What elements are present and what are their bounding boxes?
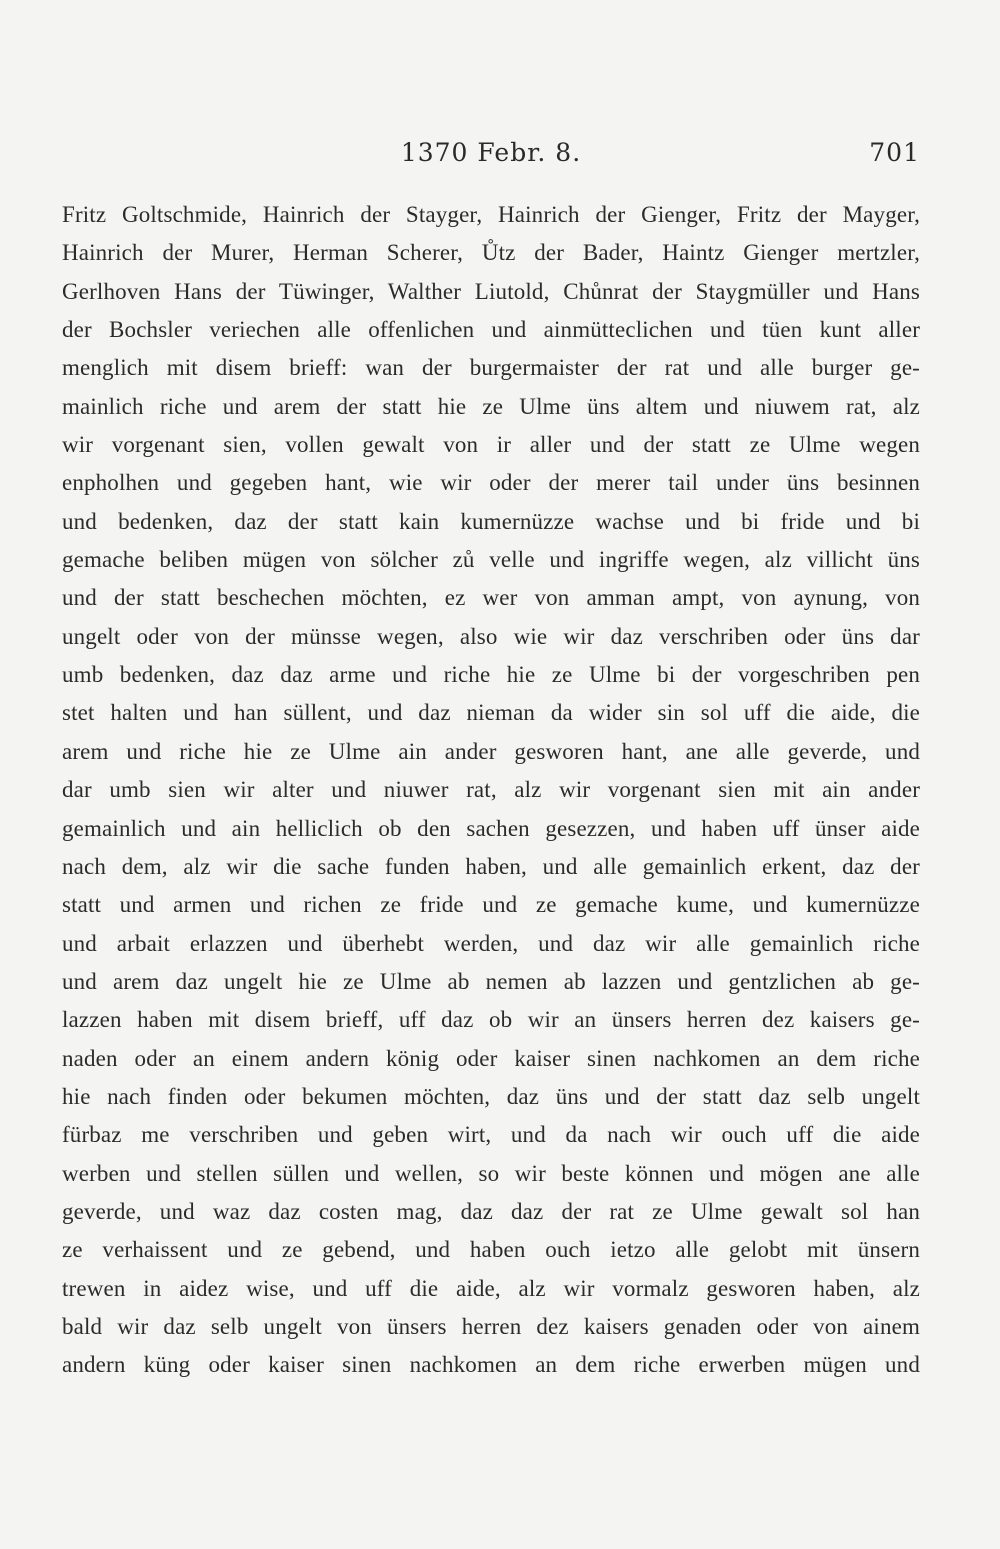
text-line: stet halten und han süllent, und daz nieman da wider sin sol uff die aide, die — [62, 700, 920, 726]
running-head: 1370 Febr. 8. — [400, 138, 582, 167]
text-line: Fritz Goltschmide, Hainrich der Stayger, Hainrich der Gienger, Fritz der Mayger, — [62, 202, 920, 227]
text-line: und bedenken, daz der statt kain kumernüzze wachse und bi fride und bi — [62, 508, 920, 534]
text-line: hie nach finden oder bekumen möchten, daz üns und der statt daz selb ungelt — [62, 1083, 920, 1109]
text-line: nach dem, alz wir die sache funden haben, und alle gemainlich erkent, daz der — [62, 853, 920, 879]
text-line: und der statt beschechen möchten, ez wer von amman ampt, von aynung, von — [62, 585, 920, 611]
text-line: geverde, und waz daz costen mag, daz daz der rat ze Ulme gewalt sol han — [62, 1198, 920, 1224]
text-line: menglich mit disem brieff: wan der burgermaister der rat und alle burger ge- — [62, 355, 920, 381]
text-line: trewen in aidez wise, und uff die aide, alz wir vormalz gesworen haben, alz — [62, 1275, 920, 1301]
text-line: statt und armen und richen ze fride und ze gemache kume, und kumernüzze — [62, 892, 920, 918]
text-line: andern küng oder kaiser sinen nachkomen an dem riche erwerben mügen und — [62, 1352, 920, 1378]
text-line: fürbaz me verschriben und geben wirt, und da nach wir ouch uff die aide — [62, 1122, 920, 1148]
text-line: arem und riche hie ze Ulme ain ander gesworen hant, ane alle geverde, und — [62, 738, 920, 764]
body-text — [62, 196, 920, 1385]
text-line: Hainrich der Murer, Herman Scherer, Ůtz der Bader, Haintz Gienger mertzler, — [62, 240, 920, 266]
text-line: der Bochsler veriechen alle offenlichen und ainmütteclichen und tüen kunt aller — [62, 317, 920, 343]
page-number: 701 — [869, 138, 920, 167]
text-line: wir vorgenant sien, vollen gewalt von ir aller und der statt ze Ulme wegen — [62, 432, 920, 458]
text-line: gemache beliben mügen von sölcher zů velle und ingriffe wegen, alz villicht üns — [62, 547, 920, 573]
text-line: umb bedenken, daz daz arme und riche hie ze Ulme bi der vorgeschriben pen — [62, 662, 920, 688]
text-line: ze verhaissent und ze gebend, und haben ouch ietzo alle gelobt mit ünsern — [62, 1237, 920, 1263]
text-line: lazzen haben mit disem brieff, uff daz ob wir an ünsers herren dez kaisers ge- — [62, 1007, 920, 1033]
text-line: enpholhen und gegeben hant, wie wir oder der merer tail under üns besinnen — [62, 470, 920, 496]
text-line: Gerlhoven Hans der Tüwinger, Walther Liutold, Chůnrat der Staygmüller und Hans — [62, 278, 920, 304]
text-line: und arem daz ungelt hie ze Ulme ab nemen ab lazzen und gentzlichen ab ge- — [62, 968, 920, 994]
page-header — [62, 138, 920, 178]
text-line: und arbait erlazzen und überhebt werden, und daz wir alle gemainlich riche — [62, 930, 920, 956]
text-line: gemainlich und ain helliclich ob den sachen gesezzen, und haben uff ünser aide — [62, 815, 920, 841]
text-line: mainlich riche und arem der statt hie ze Ulme üns altem und niuwem rat, alz — [62, 393, 920, 419]
text-line: werben und stellen süllen und wellen, so wir beste können und mögen ane alle — [62, 1160, 920, 1186]
text-line: ungelt oder von der münsse wegen, also wie wir daz verschriben oder üns dar — [62, 623, 920, 649]
text-line: naden oder an einem andern könig oder kaiser sinen nachkomen an dem riche — [62, 1045, 920, 1071]
text-line: bald wir daz selb ungelt von ünsers herren dez kaisers genaden oder von ainem — [62, 1313, 920, 1339]
text-line: dar umb sien wir alter und niuwer rat, alz wir vorgenant sien mit ain ander — [62, 777, 920, 803]
